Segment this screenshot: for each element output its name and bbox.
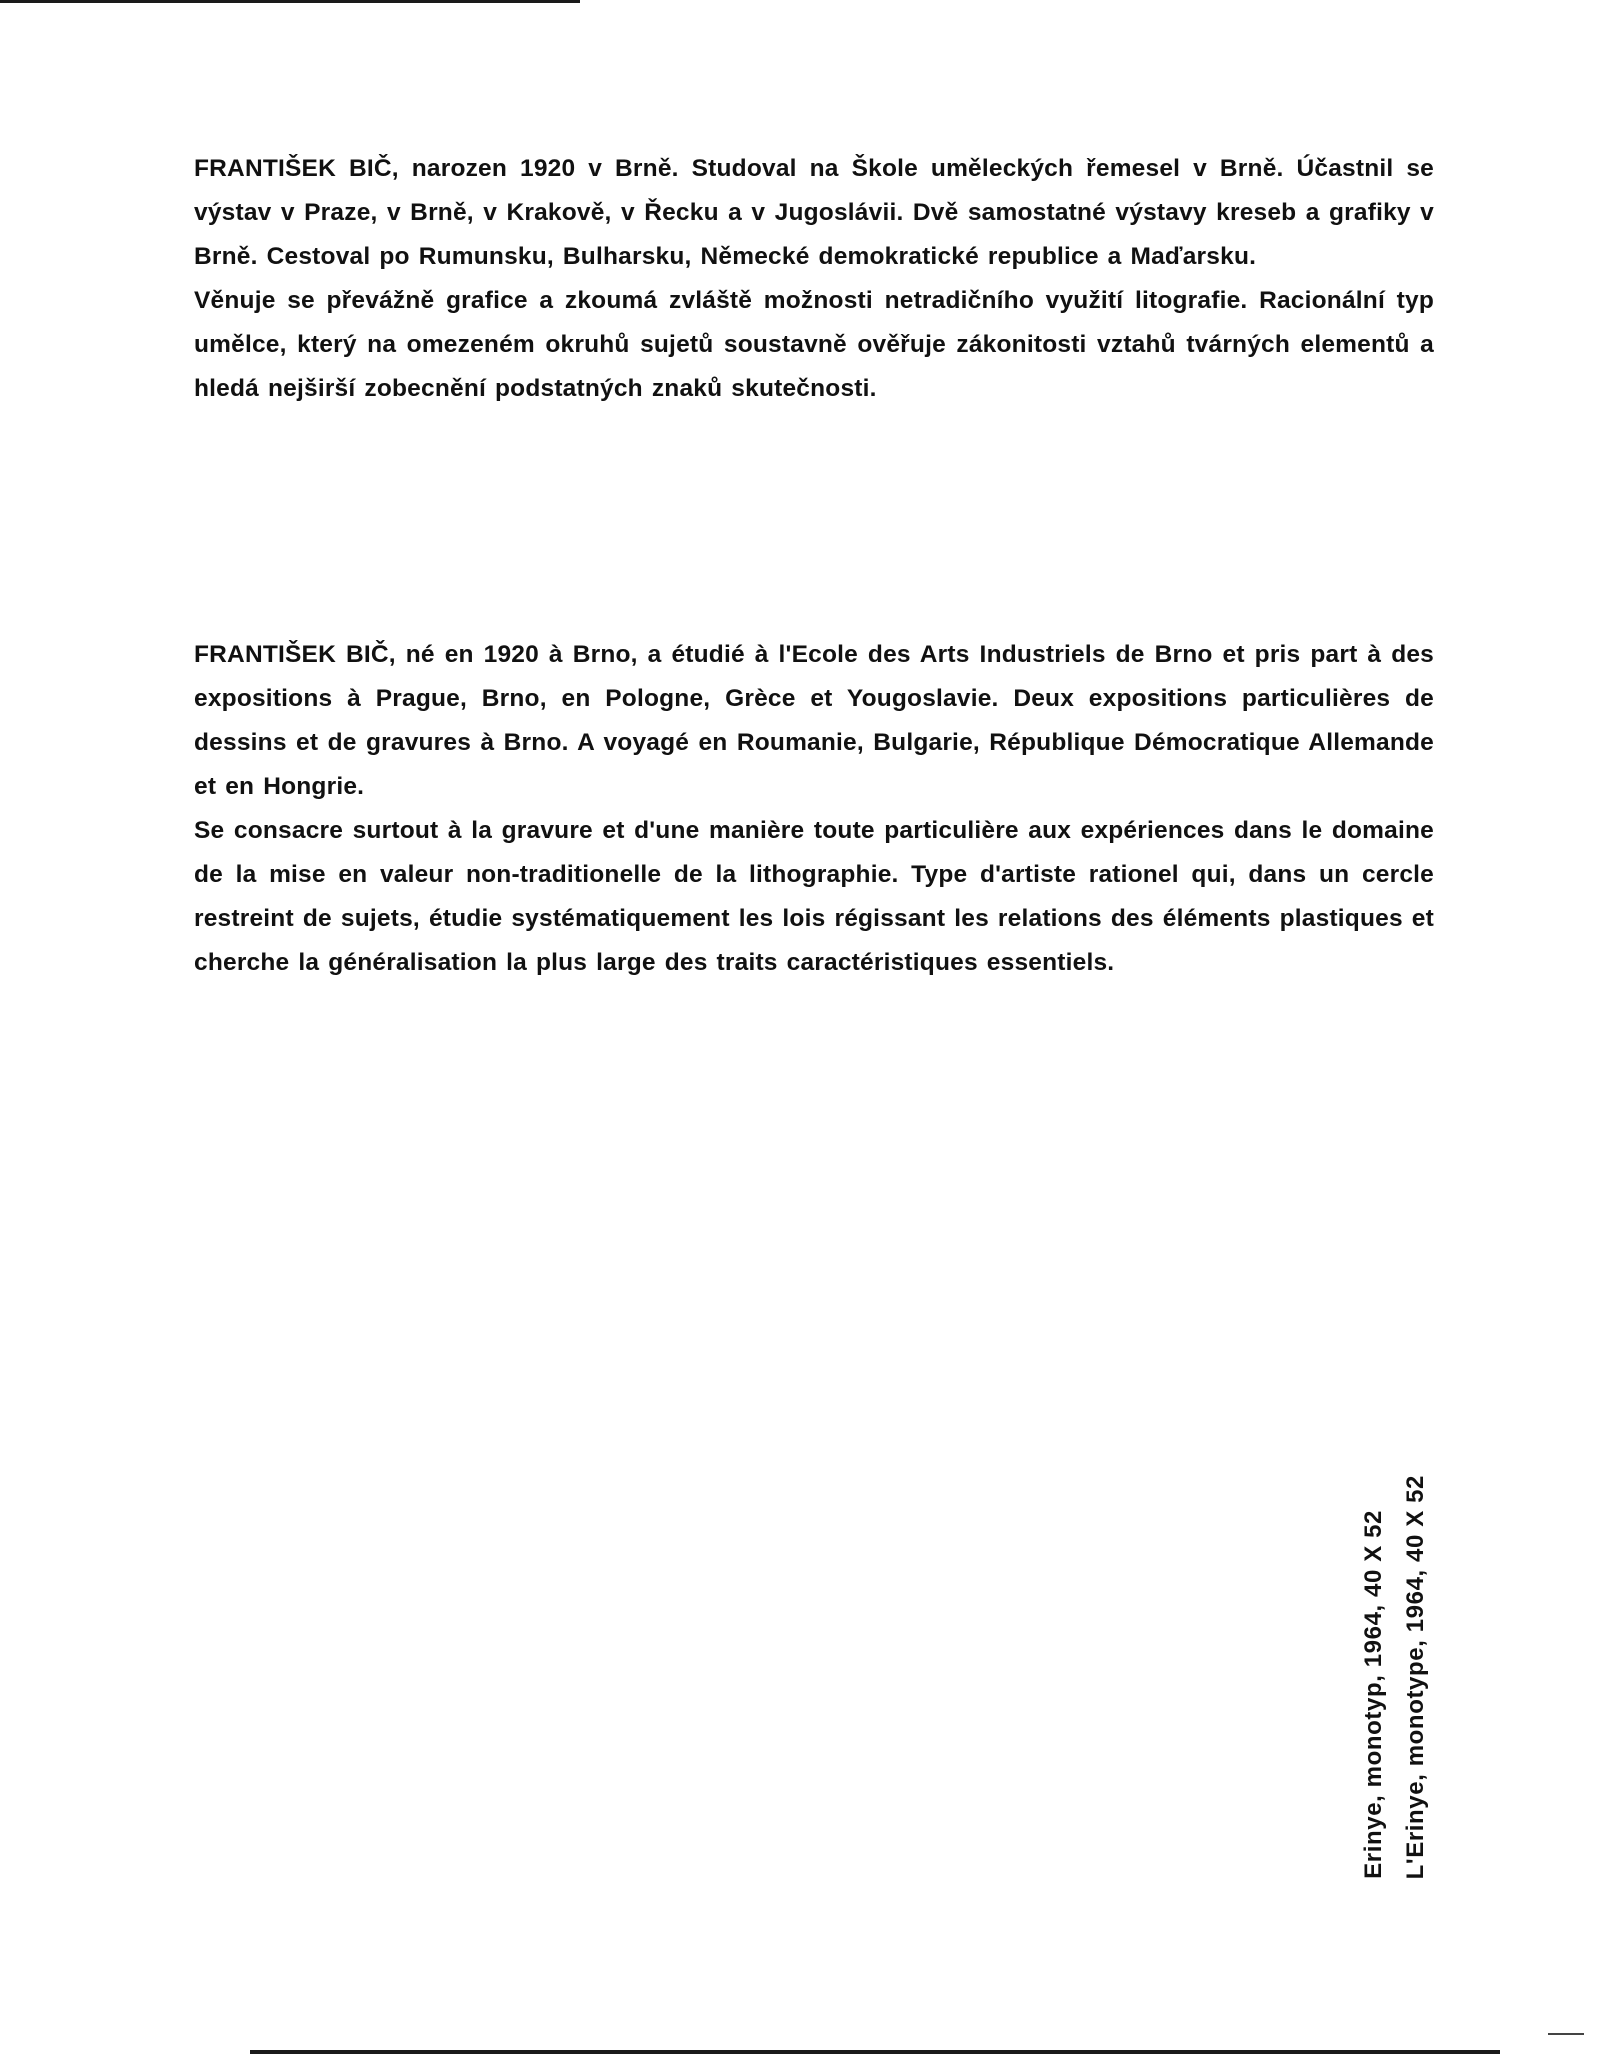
caption-czech: Erinye, monotyp, 1964, 40 X 52 bbox=[1360, 1510, 1387, 1879]
french-bio-paragraph bbox=[194, 633, 1434, 809]
french-bio-text: , né en 1920 à Brno, a étudié à l'Ecole des Arts Industriels de Brno et pris part à des expositions à Prague, Brno, en Pologne, Grèce et Yougoslavie. Deux expositions particulières de dessins et de gravures à Brno. A voyagé en Roumanie, Bulgarie, République Démocratique Allemande et en Hongrie. bbox=[194, 641, 1435, 800]
czech-text-block bbox=[194, 147, 1434, 411]
czech-description-paragraph: Věnuje se převážně grafice a zkoumá zvláště možnosti netradičního využití litografie. Racionální typ umělce, který na omezeném okruhů sujetů soustavně ověřuje zákonitosti vztahů tvárných elementů a hledá nejširší zobecnění podstatných znaků skutečnosti. bbox=[194, 287, 1434, 402]
bottom-right-mark bbox=[1548, 2033, 1584, 2035]
french-author-name: FRANTIŠEK BIČ bbox=[194, 641, 389, 668]
caption-french: L'Erinye, monotype, 1964, 40 X 52 bbox=[1402, 1474, 1429, 1879]
bottom-rule bbox=[250, 2050, 1500, 2054]
french-description-paragraph: Se consacre surtout à la gravure et d'une manière toute particulière aux expériences dans le domaine de la mise en valeur non-traditionelle de la lithographie. Type d'artiste rationel qui, dans un cercle restreint de sujets, étudie systématiquement les lois régissant les relations des éléments plastiques et cherche la généralisation la plus large des traits caractéristiques essentiels. bbox=[194, 817, 1434, 976]
czech-bio-paragraph bbox=[194, 147, 1434, 279]
czech-bio-text: , narozen 1920 v Brně. Studoval na Škole uměleckých řemesel v Brně. Účastnil se výstav v Praze, v Brně, v Krakově, v Řecku a v Jugoslávii. Dvě samostatné výstavy kreseb a grafiky v Brně. Cestoval po Rumunsku, Bulharsku, Německé demokratické republice a Maďarsku. bbox=[194, 155, 1434, 270]
french-text-block bbox=[194, 633, 1434, 985]
czech-author-name: FRANTIŠEK BIČ bbox=[194, 155, 392, 182]
top-rule bbox=[0, 0, 580, 3]
